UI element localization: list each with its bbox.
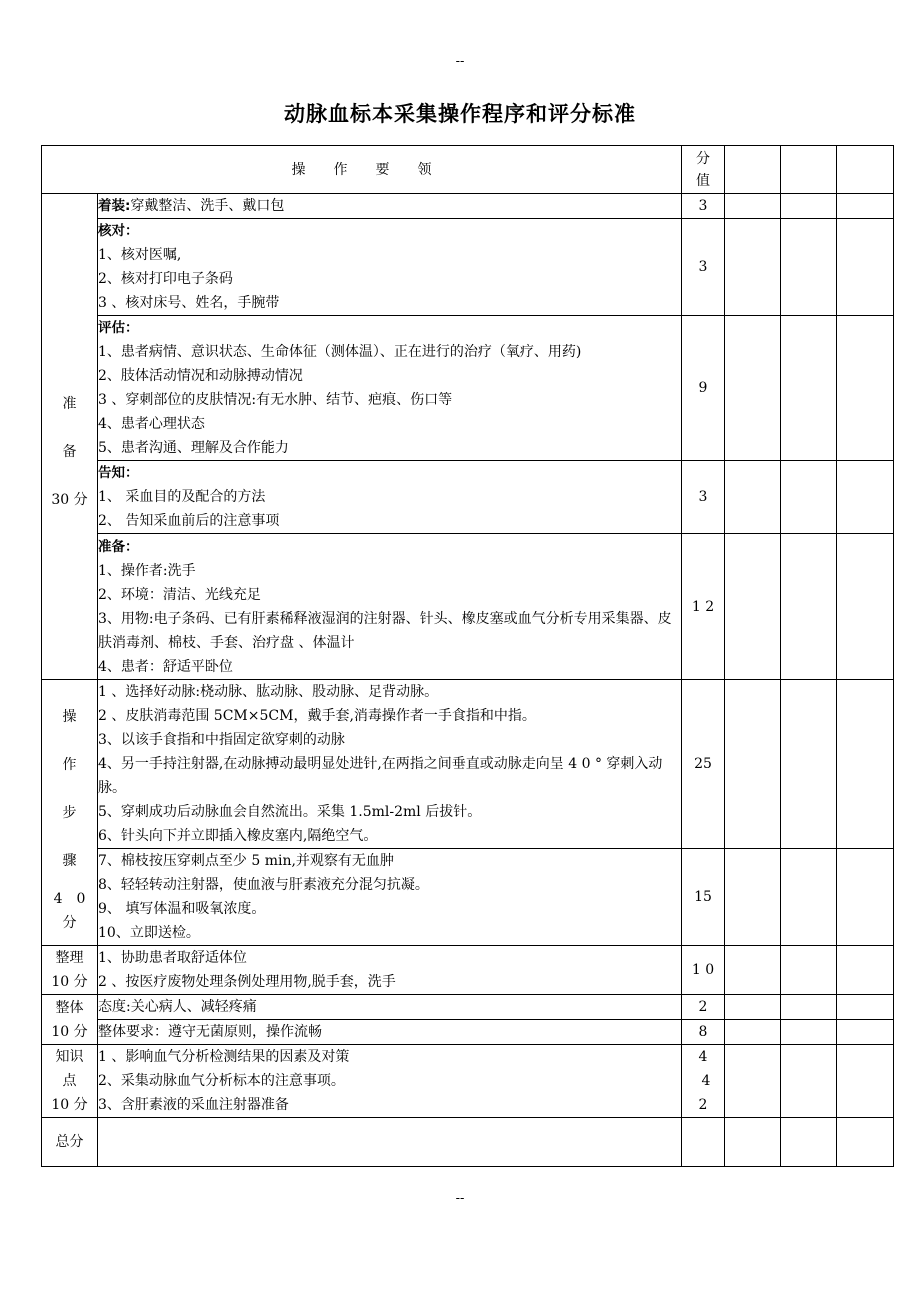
category-operation-steps: 操 作 步 骤 4 0 分 (42, 680, 98, 946)
header-char: 要 (375, 161, 390, 178)
blank-cell (837, 316, 894, 461)
blank-cell (837, 146, 894, 194)
table-row (42, 946, 894, 995)
blank-cell (781, 146, 837, 194)
table-row (42, 1118, 894, 1167)
score-cell: 25 (682, 680, 725, 849)
blank-cell (781, 316, 837, 461)
table-row (42, 1045, 894, 1118)
item-knowledge: 1 、影响血气分析检测结果的因素及对策 2、采集动脉血气分析标本的注意事项。 3、含肝素液的采血注射器准备 (98, 1045, 682, 1118)
blank-cell (837, 946, 894, 995)
blank-cell (837, 1020, 894, 1045)
item-attire: 着装:穿戴整洁、洗手、戴口包 (98, 194, 682, 219)
blank-cell (725, 680, 781, 849)
blank-cell (837, 1118, 894, 1167)
score-cell: 8 (682, 1020, 725, 1045)
score-cell: 15 (682, 849, 725, 946)
page-mark-top: -- (455, 54, 465, 69)
item-verification: 核对： 1、核对医嘱, 2、核对打印电子条码 3 、核对床号、姓名，手腕带 (98, 219, 682, 316)
table-row (42, 219, 894, 316)
item-tidy: 1、协助患者取舒适体位 2 、按医疗废物处理条例处理用物,脱手套，洗手 (98, 946, 682, 995)
total-score (682, 1118, 725, 1167)
category-knowledge: 知识 点 10 分 (42, 1045, 98, 1118)
blank-cell (837, 1045, 894, 1118)
category-overall: 整体 10 分 (42, 995, 98, 1045)
header-operation-essentials (42, 146, 682, 194)
header-char: 操 (291, 161, 306, 178)
blank-cell (837, 219, 894, 316)
header-char: 作 (333, 161, 348, 178)
blank-cell (725, 849, 781, 946)
blank-cell (725, 1020, 781, 1045)
blank-cell (781, 219, 837, 316)
table-row (42, 316, 894, 461)
category-tidy: 整理 10 分 (42, 946, 98, 995)
blank-cell (725, 219, 781, 316)
blank-cell (837, 194, 894, 219)
blank-cell (837, 534, 894, 680)
page-mark-bottom: -- (455, 1191, 465, 1206)
header-score: 分 值 (682, 146, 725, 194)
blank-cell (725, 146, 781, 194)
item-overall-requirement: 整体要求：遵守无菌原则，操作流畅 (98, 1020, 682, 1045)
scoring-table (41, 145, 894, 1167)
score-cell: 1 2 (682, 534, 725, 680)
blank-cell (837, 680, 894, 849)
table-row (42, 194, 894, 219)
table-row (42, 680, 894, 849)
blank-cell (725, 194, 781, 219)
blank-cell (781, 1020, 837, 1045)
header-row (42, 146, 894, 194)
blank-cell (781, 1045, 837, 1118)
table-row (42, 995, 894, 1020)
blank-cell (781, 461, 837, 534)
item-steps-7-10: 7、棉枝按压穿刺点至少 5 min,并观察有无血肿 8、轻轻转动注射器，使血液与肝素液充分混匀抗凝。 9、 填写体温和吸氧浓度。 10、立即送检。 (98, 849, 682, 946)
score-cell: 4 4 2 (682, 1045, 725, 1118)
blank-cell (725, 461, 781, 534)
blank-cell (781, 1118, 837, 1167)
header-char: 领 (417, 161, 432, 178)
total-content (98, 1118, 682, 1167)
blank-cell (725, 1045, 781, 1118)
item-notification: 告知： 1、 采血目的及配合的方法 2、 告知采血前后的注意事项 (98, 461, 682, 534)
blank-cell (725, 946, 781, 995)
blank-cell (725, 534, 781, 680)
table-row (42, 849, 894, 946)
score-cell: 2 (682, 995, 725, 1020)
blank-cell (725, 995, 781, 1020)
score-cell: 1 0 (682, 946, 725, 995)
table-row (42, 534, 894, 680)
blank-cell (781, 946, 837, 995)
score-cell: 3 (682, 194, 725, 219)
total-label: 总分 (42, 1118, 98, 1167)
score-cell: 3 (682, 461, 725, 534)
item-attitude: 态度:关心病人、减轻疼痛 (98, 995, 682, 1020)
blank-cell (781, 680, 837, 849)
blank-cell (837, 849, 894, 946)
blank-cell (781, 849, 837, 946)
blank-cell (781, 995, 837, 1020)
table-row (42, 461, 894, 534)
score-cell: 9 (682, 316, 725, 461)
blank-cell (725, 316, 781, 461)
blank-cell (725, 1118, 781, 1167)
item-steps-1-6: 1 、选择好动脉:桡动脉、肱动脉、股动脉、足背动脉。 2 、皮肤消毒范围 5CM×5CM，戴手套,消毒操作者一手食指和中指。 3、以该手食指和中指固定欲穿刺的动脉 4、另一手持注射器,在动脉搏动最明显处进针,在两指之间垂直或动脉走向呈 4 0 ° 穿刺入动脉。 5、穿刺成功后动脉血会自然流出。采集 1.5ml-2ml 后拔针。 6、针头向下并立即插入橡皮塞内,隔绝空气。 (98, 680, 682, 849)
category-preparation: 准 备 30 分 (42, 194, 98, 680)
page-title: 动脉血标本采集操作程序和评分标准 (284, 102, 636, 126)
blank-cell (837, 995, 894, 1020)
score-cell: 3 (682, 219, 725, 316)
table-row (42, 1020, 894, 1045)
item-assessment: 评估： 1、患者病情、意识状态、生命体征（测体温）、正在进行的治疗（氧疗、用药) 2、肢体活动情况和动脉搏动情况 3 、穿刺部位的皮肤情况:有无水肿、结节、疤痕、伤口等 4、患者心理状态 5、患者沟通、理解及合作能力 (98, 316, 682, 461)
blank-cell (781, 194, 837, 219)
item-preparation: 准备： 1、操作者:洗手 2、环境：清洁、光线充足 3、用物:电子条码、已有肝素稀释液湿润的注射器、针头、橡皮塞或血气分析专用采集器、皮肤消毒剂、棉枝、手套、治疗盘 、体温计 4、患者：舒适平卧位 (98, 534, 682, 680)
blank-cell (781, 534, 837, 680)
blank-cell (837, 461, 894, 534)
